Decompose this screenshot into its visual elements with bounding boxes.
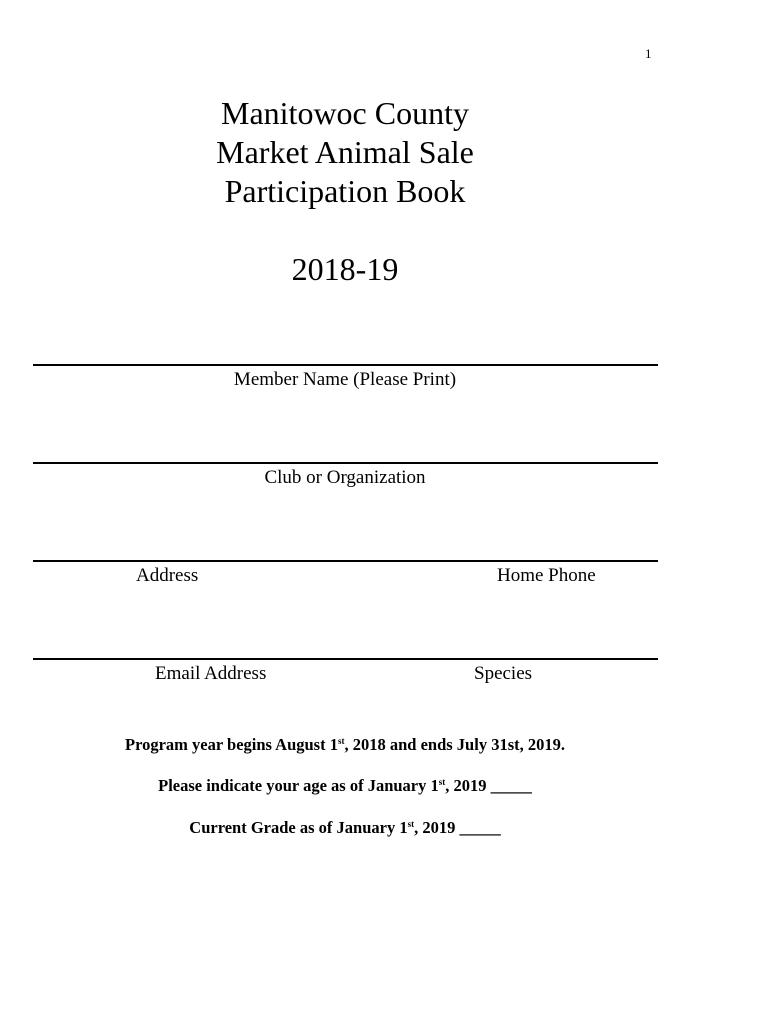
age-question: Please indicate your age as of January 1st, 2019 _____	[158, 776, 532, 795]
email-label: Email Address	[155, 663, 267, 684]
club-line[interactable]	[33, 462, 658, 464]
member-name-line[interactable]	[33, 364, 658, 366]
home-phone-label: Home Phone	[497, 565, 596, 586]
title-line-1: Manitowoc County	[221, 95, 469, 131]
email-species-line[interactable]	[33, 658, 658, 660]
title-line-3: Participation Book	[224, 173, 466, 209]
page-title	[0, 94, 690, 211]
program-year-note: Program year begins August 1st, 2018 and ends July 31st, 2019.	[125, 735, 565, 754]
title-line-2: Market Animal Sale	[216, 134, 474, 170]
club-label: Club or Organization	[264, 467, 426, 488]
grade-question: Current Grade as of January 1st, 2019 _____	[189, 818, 501, 837]
program-year: 2018-19	[291, 251, 399, 287]
address-label: Address	[136, 565, 199, 586]
species-label: Species	[474, 663, 533, 684]
page-number: 1	[645, 46, 652, 61]
address-phone-line[interactable]	[33, 560, 658, 562]
member-name-label: Member Name (Please Print)	[233, 369, 457, 390]
